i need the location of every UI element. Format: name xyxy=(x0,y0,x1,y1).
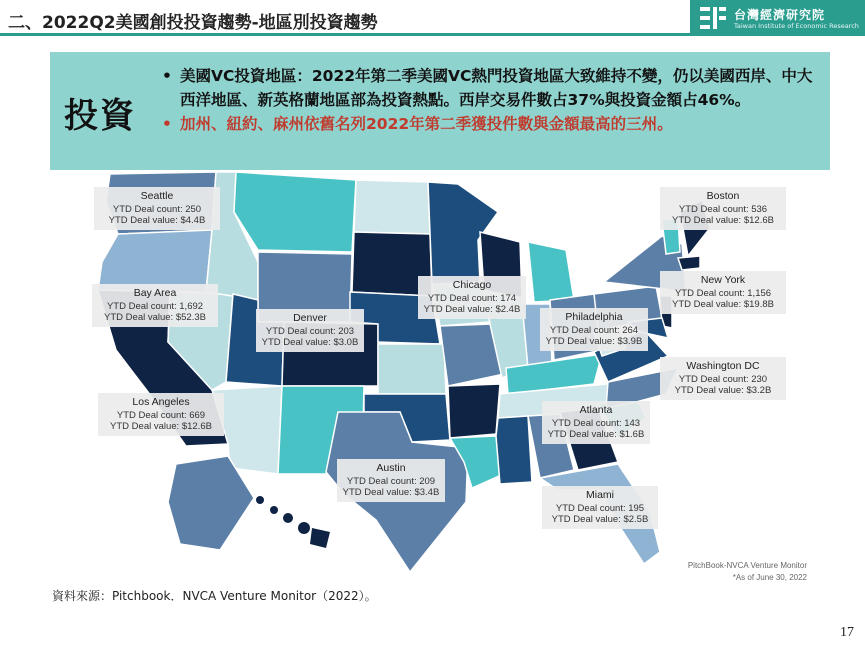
city-label-denver xyxy=(256,309,364,352)
city-label-washington-dc xyxy=(660,357,786,400)
info-keyword: 投資 xyxy=(64,96,136,136)
title-underline xyxy=(0,33,690,36)
city-name: Austin xyxy=(376,462,406,474)
city-label-los-angeles xyxy=(98,393,224,436)
state-arkansas xyxy=(448,384,500,438)
credit-line-2: *As of June 30, 2022 xyxy=(732,573,807,582)
deal-value: YTD Deal value: $3.9B xyxy=(545,336,643,347)
title-bar xyxy=(0,0,865,34)
deal-count: YTD Deal count: 230 xyxy=(678,374,768,385)
city-label-atlanta xyxy=(542,401,650,444)
slide-title: 二、2022Q2美國創投投資趨勢-地區別投資趨勢 xyxy=(8,13,378,33)
logo-name-en: Taiwan Institute of Economic Research xyxy=(734,22,859,30)
state-montana xyxy=(234,172,356,252)
city-name: Washington DC xyxy=(686,360,760,372)
deal-value: YTD Deal value: $2.4B xyxy=(423,304,521,315)
logo-name-zh: 台灣經濟研究院 xyxy=(734,8,826,22)
deal-count: YTD Deal count: 209 xyxy=(346,476,436,487)
state-mississippi xyxy=(496,416,532,484)
city-name: New York xyxy=(700,274,746,286)
deal-count: YTD Deal count: 1,692 xyxy=(106,301,204,312)
deal-value: YTD Deal value: $12.6B xyxy=(110,421,212,432)
state-kansas xyxy=(378,344,446,394)
state-michigan xyxy=(528,242,574,302)
deal-value: YTD Deal value: $3.4B xyxy=(342,487,440,498)
city-name: Philadelphia xyxy=(565,311,623,323)
deal-count: YTD Deal count: 536 xyxy=(678,204,768,215)
city-label-austin xyxy=(337,459,445,502)
credit-line-1: PitchBook-NVCA Venture Monitor xyxy=(687,561,807,570)
deal-value: YTD Deal value: $19.8B xyxy=(672,299,774,310)
city-name: Atlanta xyxy=(579,404,613,416)
state-hawaii xyxy=(256,496,330,548)
state-oregon xyxy=(98,230,212,292)
city-name: Boston xyxy=(706,190,740,202)
city-name: Bay Area xyxy=(133,287,177,299)
city-name: Chicago xyxy=(452,279,492,291)
city-label-seattle xyxy=(94,187,220,230)
city-label-new-york xyxy=(660,271,786,314)
page-number: 17 xyxy=(840,625,854,640)
city-name: Los Angeles xyxy=(132,396,190,408)
deal-count: YTD Deal count: 174 xyxy=(427,293,517,304)
deal-value: YTD Deal value: $4.4B xyxy=(108,215,206,226)
deal-count: YTD Deal count: 250 xyxy=(112,204,202,215)
logo xyxy=(690,0,865,36)
info-bullet-2: • 加州、紐約、麻州依舊名列2022年第二季獲投件數與金額最高的三州。 xyxy=(162,112,820,136)
deal-value: YTD Deal value: $3.2B xyxy=(674,385,772,396)
city-label-miami xyxy=(542,486,658,529)
info-bullet-1: • 美國VC投資地區：2022年第二季美國VC熱門投資地區大致維持不變，仍以美國西岸、中大西洋地區、新英格蘭地區部為投資熱點。西岸交易件數占37%與投資金額占46%。 xyxy=(162,64,820,112)
deal-count: YTD Deal count: 143 xyxy=(551,418,641,429)
city-name: Denver xyxy=(293,312,327,324)
deal-value: YTD Deal value: $3.0B xyxy=(261,337,359,348)
logo-icon xyxy=(700,7,726,29)
city-name: Seattle xyxy=(140,190,174,202)
deal-value: YTD Deal value: $1.6B xyxy=(547,429,645,440)
state-massachusetts xyxy=(678,256,700,270)
city-label-boston xyxy=(660,187,786,230)
city-label-chicago xyxy=(418,276,526,319)
source-note: 資料來源：Pitchbook．NVCA Venture Monitor（2022）。 xyxy=(52,589,377,603)
deal-count: YTD Deal count: 195 xyxy=(555,503,645,514)
deal-count: YTD Deal count: 203 xyxy=(265,326,355,337)
city-label-philadelphia xyxy=(540,308,648,351)
deal-count: YTD Deal count: 1,156 xyxy=(674,288,772,299)
deal-value: YTD Deal value: $52.3B xyxy=(104,312,206,323)
deal-value: YTD Deal value: $12.6B xyxy=(672,215,774,226)
deal-count: YTD Deal count: 264 xyxy=(549,325,639,336)
info-list xyxy=(162,64,820,136)
deal-count: YTD Deal count: 669 xyxy=(116,410,206,421)
map-credit xyxy=(650,560,807,584)
city-label-bay-area xyxy=(92,284,218,327)
deal-value: YTD Deal value: $2.5B xyxy=(551,514,649,525)
city-name: Miami xyxy=(586,489,614,501)
state-north-dakota xyxy=(354,180,430,234)
info-box xyxy=(50,52,830,170)
